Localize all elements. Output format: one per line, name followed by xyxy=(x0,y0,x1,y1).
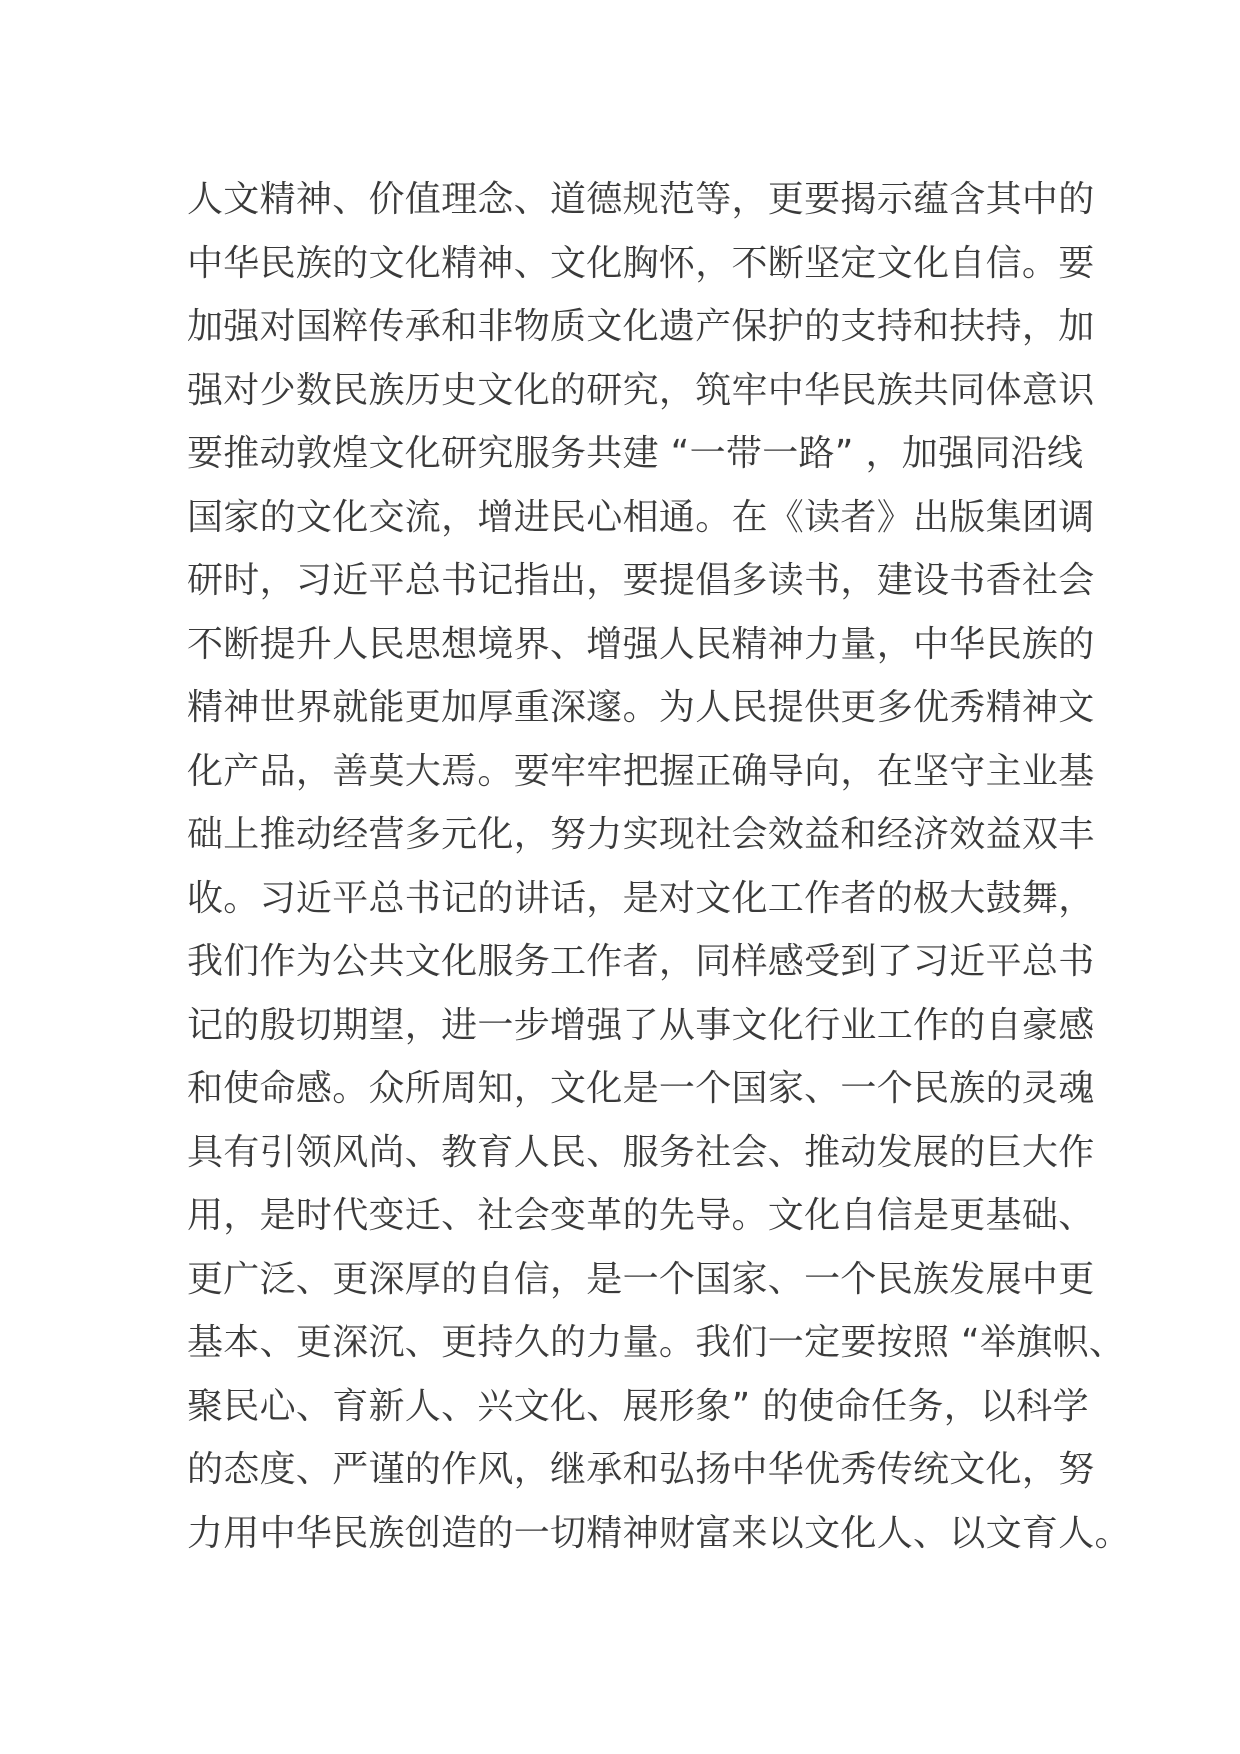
text-line: 不断提升人民思想境界、增强人民精神力量，中华民族的 xyxy=(187,623,1095,665)
text-line: 力用中华民族创造的一切精神财富来以文化人、以文育人。 xyxy=(187,1512,1131,1554)
text-line: 精神世界就能更加厚重深邃。为人民提供更多优秀精神文 xyxy=(187,687,1095,728)
text-line: 记的殷切期望，进一步增强了从事文化行业工作的自豪感 xyxy=(187,1004,1095,1046)
text-line: 更广泛、更深厚的自信，是一个国家、一个民族发展中更 xyxy=(187,1258,1095,1300)
text-line: 国家的文化交流，增进民心相通。在《读者》出版集团调 xyxy=(187,496,1095,538)
text-line: 要推动敦煌文化研究服务共建 “一带一路” ，加强同沿线 xyxy=(187,433,1084,474)
body-paragraph xyxy=(187,168,1131,1565)
text-line: 聚民心、育新人、兴文化、展形象” 的使命任务，以科学 xyxy=(187,1385,1089,1427)
text-line: 研时，习近平总书记指出，要提倡多读书，建设书香社会 xyxy=(187,560,1095,601)
text-line: 和使命感。众所周知，文化是一个国家、一个民族的灵魂 xyxy=(187,1068,1095,1109)
text-line: 我们作为公共文化服务工作者，同样感受到了习近平总书 xyxy=(187,941,1095,982)
text-line: 加强对国粹传承和非物质文化遗产保护的支持和扶持，加 xyxy=(187,306,1095,347)
text-line: 用，是时代变迁、社会变革的先导。文化自信是更基础、 xyxy=(187,1195,1095,1236)
text-line: 具有引领风尚、教育人民、服务社会、推动发展的巨大作 xyxy=(187,1131,1095,1173)
text-line: 中华民族的文化精神、文化胸怀，不断坚定文化自信。要 xyxy=(187,242,1095,284)
text-line: 础上推动经营多元化，努力实现社会效益和经济效益双丰 xyxy=(187,814,1095,855)
text-line: 的态度、严谨的作风，继承和弘扬中华优秀传统文化，努 xyxy=(187,1449,1095,1490)
text-line: 收。习近平总书记的讲话，是对文化工作者的极大鼓舞， xyxy=(187,877,1095,919)
text-line: 化产品，善莫大焉。要牢牢把握正确导向，在坚守主业基 xyxy=(187,750,1095,792)
text-line: 人文精神、价值理念、道德规范等，更要揭示蕴含其中的 xyxy=(187,179,1095,220)
text-line: 强对少数民族历史文化的研究，筑牢中华民族共同体意识 xyxy=(187,369,1095,411)
text-line: 基本、更深沉、更持久的力量。我们一定要按照 “举旗帜、 xyxy=(187,1322,1126,1363)
